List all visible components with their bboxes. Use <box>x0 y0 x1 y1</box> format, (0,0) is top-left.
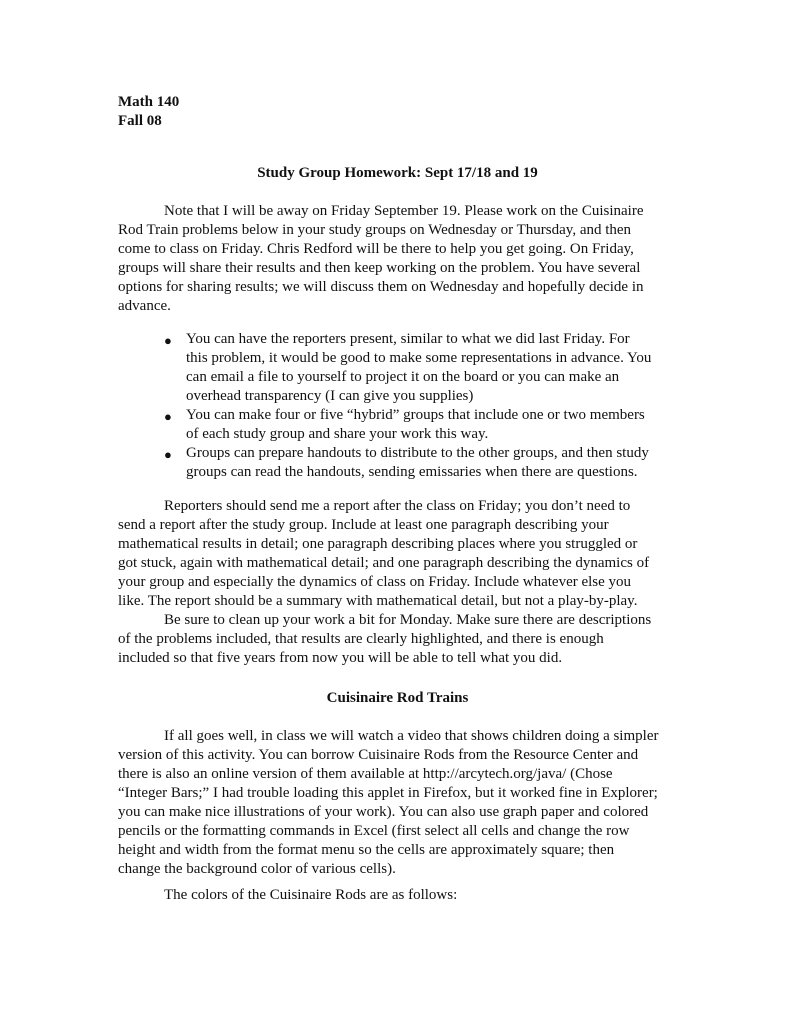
cleanup-line-2: of the problems included, that results are clearly highlighted, and there is enough <box>118 631 604 647</box>
course-name: Math 140 <box>118 94 180 110</box>
bullet-2-line-1: You can make four or five “hybrid” groups that include one or two members <box>186 407 645 423</box>
report-line-4: got stuck, again with mathematical detail; and one paragraph describing the dynamics of <box>118 555 650 571</box>
video-line-2: version of this activity. You can borrow Cuisinaire Rods from the Resource Center and <box>118 747 639 763</box>
intro-line-1: Note that I will be away on Friday September 19. Please work on the Cuisinaire <box>164 203 644 219</box>
intro-line-5: options for sharing results; we will discuss them on Wednesday and hopefully decide in <box>118 279 644 295</box>
report-line-3: mathematical results in detail; one paragraph describing places where you struggled or <box>118 536 638 552</box>
course-term: Fall 08 <box>118 113 162 129</box>
bullet-marker: ● <box>164 409 172 424</box>
cleanup-line-3: included so that five years from now you will be able to tell what you did. <box>118 650 563 666</box>
cleanup-line-1: Be sure to clean up your work a bit for Monday. Make sure there are descriptions <box>164 612 652 628</box>
bullet-2-line-2: of each study group and share your work this way. <box>186 426 489 442</box>
video-line-4: “Integer Bars;” I had trouble loading this applet in Firefox, but it worked fine in Explorer; <box>118 785 658 801</box>
bullet-1-line-1: You can have the reporters present, similar to what we did last Friday. For <box>186 331 630 347</box>
intro-line-6: advance. <box>118 298 171 314</box>
colors-intro-line: The colors of the Cuisinaire Rods are as follows: <box>164 887 458 903</box>
bullet-1-line-2: this problem, it would be good to make some representations in advance. You <box>186 350 652 366</box>
video-line-3: there is also an online version of them available at http://arcytech.org/java/ (Chose <box>118 766 613 782</box>
bullet-1-line-4: overhead transparency (I can give you supplies) <box>186 388 474 404</box>
video-line-8: change the background color of various cells). <box>118 861 396 877</box>
homework-title: Study Group Homework: Sept 17/18 and 19 <box>257 165 538 181</box>
section-title: Cuisinaire Rod Trains <box>326 690 469 706</box>
bullet-1-line-3: can email a file to yourself to project it on the board or you can make an <box>186 369 620 385</box>
video-line-7: height and width from the format menu so the cells are approximately square; then <box>118 842 615 858</box>
course-header <box>118 93 179 131</box>
video-line-6: pencils or the formatting commands in Excel (first select all cells and change the row <box>118 823 630 839</box>
report-line-2: send a report after the study group. Include at least one paragraph describing your <box>118 517 609 533</box>
report-line-1: Reporters should send me a report after the class on Friday; you don’t need to <box>164 498 631 514</box>
bullet-marker: ● <box>164 447 172 462</box>
bullet-3-line-1: Groups can prepare handouts to distribute to the other groups, and then study <box>186 445 649 461</box>
video-line-1: If all goes well, in class we will watch a video that shows children doing a simpler <box>164 728 659 744</box>
video-line-5: you can make nice illustrations of your work). You can also use graph paper and colored <box>118 804 649 820</box>
bullet-3-line-2: groups can read the handouts, sending emissaries when there are questions. <box>186 464 638 480</box>
report-line-5: your group and especially the dynamics of class on Friday. Include whatever else you <box>118 574 632 590</box>
bullet-marker: ● <box>164 333 172 348</box>
intro-line-2: Rod Train problems below in your study groups on Wednesday or Thursday, and then <box>118 222 632 238</box>
report-line-6: like. The report should be a summary with mathematical detail, but not a play-by-play. <box>118 593 638 609</box>
intro-line-3: come to class on Friday. Chris Redford will be there to help you get going. On Friday, <box>118 241 634 257</box>
intro-line-4: groups will share their results and then keep working on the problem. You have several <box>118 260 641 276</box>
